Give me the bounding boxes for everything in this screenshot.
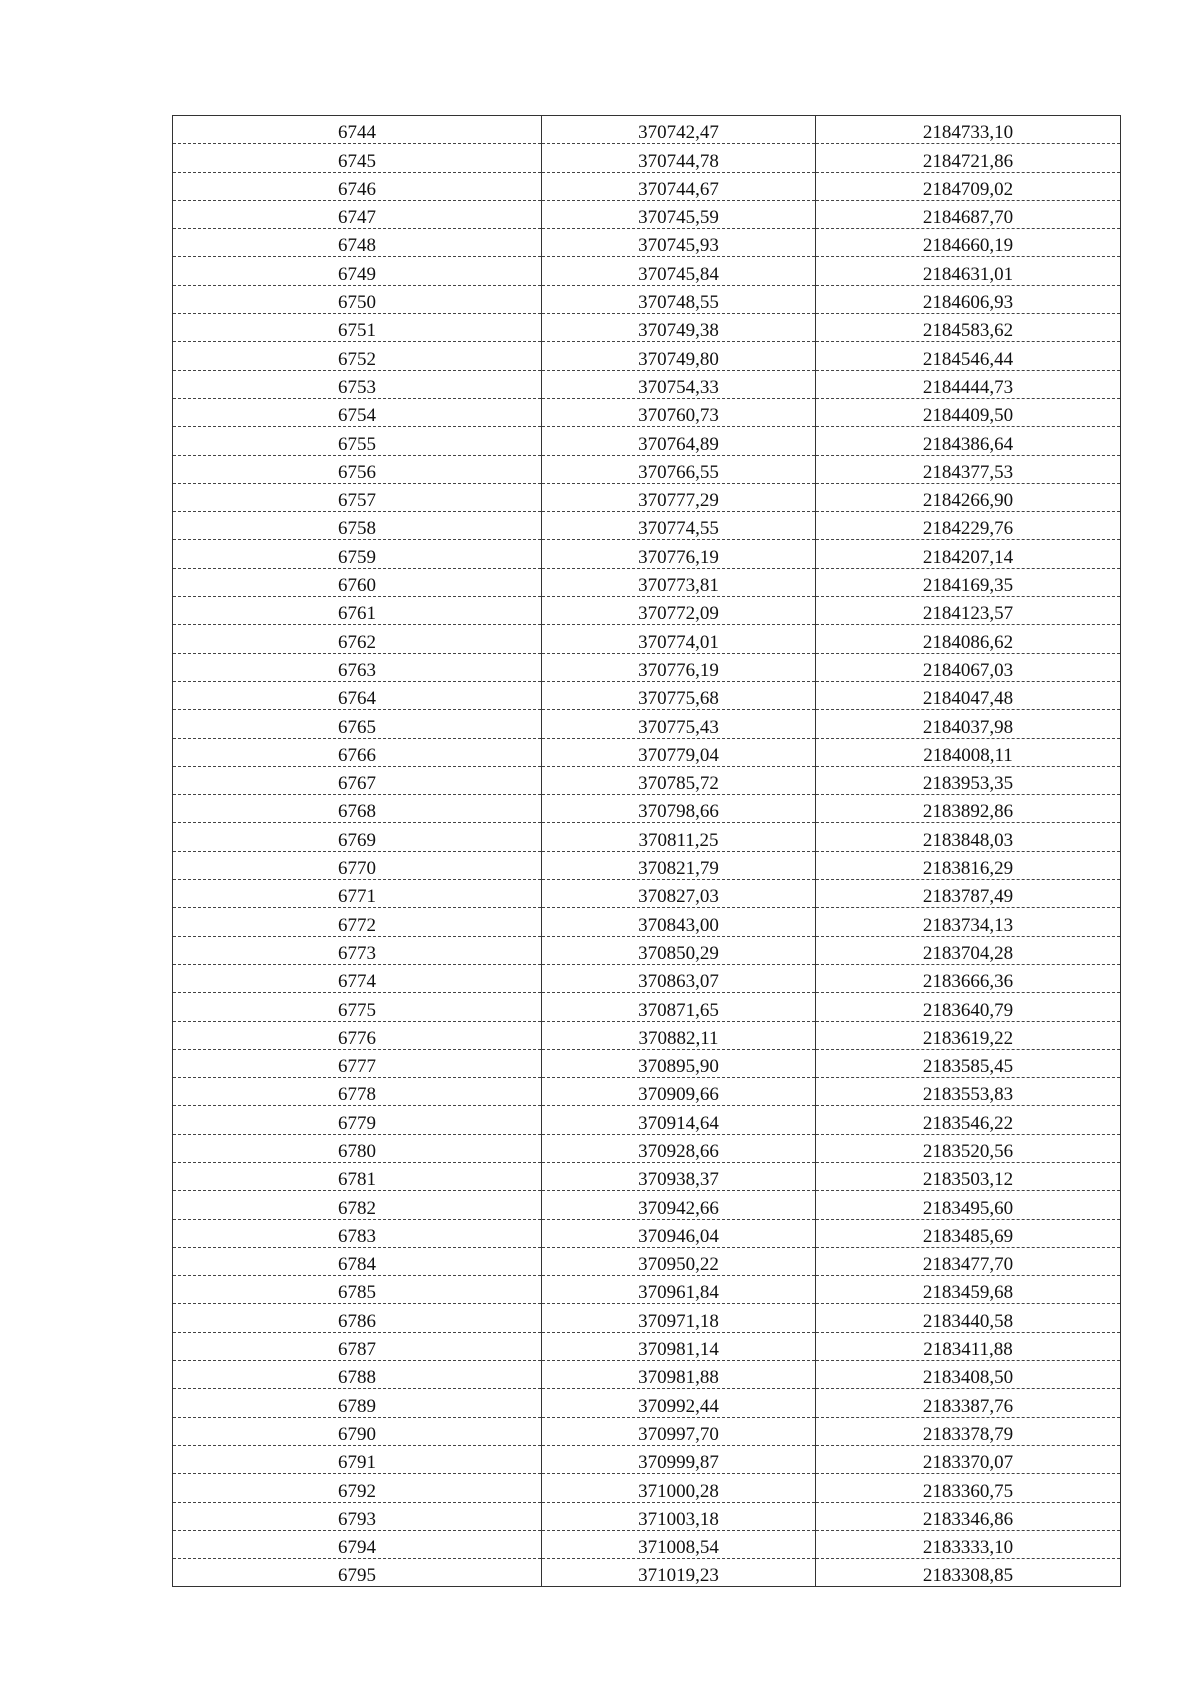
table-row bbox=[173, 483, 1121, 511]
coordinates-table bbox=[172, 115, 1121, 1587]
point-number-cell: 6791 bbox=[173, 1445, 542, 1473]
y-coordinate-cell: 2183408,50 bbox=[816, 1361, 1121, 1389]
y-coordinate-cell: 2184583,62 bbox=[816, 314, 1121, 342]
point-number-cell: 6765 bbox=[173, 710, 542, 738]
table-row bbox=[173, 710, 1121, 738]
table-row bbox=[173, 314, 1121, 342]
point-number-cell: 6758 bbox=[173, 512, 542, 540]
y-coordinate-cell: 2183553,83 bbox=[816, 1078, 1121, 1106]
x-coordinate-cell: 370745,84 bbox=[542, 257, 816, 285]
y-coordinate-cell: 2184386,64 bbox=[816, 427, 1121, 455]
point-number-cell: 6768 bbox=[173, 795, 542, 823]
point-number-cell: 6774 bbox=[173, 964, 542, 992]
y-coordinate-cell: 2184266,90 bbox=[816, 483, 1121, 511]
y-coordinate-cell: 2183387,76 bbox=[816, 1389, 1121, 1417]
x-coordinate-cell: 370774,55 bbox=[542, 512, 816, 540]
y-coordinate-cell: 2184377,53 bbox=[816, 455, 1121, 483]
point-number-cell: 6766 bbox=[173, 738, 542, 766]
point-number-cell: 6759 bbox=[173, 540, 542, 568]
point-number-cell: 6746 bbox=[173, 172, 542, 200]
table-row bbox=[173, 597, 1121, 625]
x-coordinate-cell: 370938,37 bbox=[542, 1162, 816, 1190]
y-coordinate-cell: 2183892,86 bbox=[816, 795, 1121, 823]
point-number-cell: 6788 bbox=[173, 1361, 542, 1389]
table-row bbox=[173, 285, 1121, 313]
table-row bbox=[173, 540, 1121, 568]
table-row bbox=[173, 964, 1121, 992]
table-row bbox=[173, 908, 1121, 936]
x-coordinate-cell: 370749,38 bbox=[542, 314, 816, 342]
point-number-cell: 6751 bbox=[173, 314, 542, 342]
x-coordinate-cell: 370749,80 bbox=[542, 342, 816, 370]
x-coordinate-cell: 370950,22 bbox=[542, 1247, 816, 1275]
coordinates-table-body bbox=[173, 116, 1121, 1587]
x-coordinate-cell: 370773,81 bbox=[542, 568, 816, 596]
y-coordinate-cell: 2184546,44 bbox=[816, 342, 1121, 370]
point-number-cell: 6749 bbox=[173, 257, 542, 285]
point-number-cell: 6752 bbox=[173, 342, 542, 370]
y-coordinate-cell: 2184047,48 bbox=[816, 681, 1121, 709]
table-row bbox=[173, 1332, 1121, 1360]
table-row bbox=[173, 455, 1121, 483]
table-row bbox=[173, 427, 1121, 455]
y-coordinate-cell: 2184721,86 bbox=[816, 144, 1121, 172]
table-row bbox=[173, 1078, 1121, 1106]
point-number-cell: 6764 bbox=[173, 681, 542, 709]
x-coordinate-cell: 370992,44 bbox=[542, 1389, 816, 1417]
x-coordinate-cell: 370961,84 bbox=[542, 1276, 816, 1304]
point-number-cell: 6744 bbox=[173, 116, 542, 144]
point-number-cell: 6778 bbox=[173, 1078, 542, 1106]
y-coordinate-cell: 2184229,76 bbox=[816, 512, 1121, 540]
point-number-cell: 6771 bbox=[173, 880, 542, 908]
x-coordinate-cell: 370744,67 bbox=[542, 172, 816, 200]
x-coordinate-cell: 370942,66 bbox=[542, 1191, 816, 1219]
table-row bbox=[173, 681, 1121, 709]
point-number-cell: 6750 bbox=[173, 285, 542, 313]
table-row bbox=[173, 172, 1121, 200]
y-coordinate-cell: 2183333,10 bbox=[816, 1530, 1121, 1558]
x-coordinate-cell: 370981,88 bbox=[542, 1361, 816, 1389]
x-coordinate-cell: 370785,72 bbox=[542, 766, 816, 794]
y-coordinate-cell: 2183953,35 bbox=[816, 766, 1121, 794]
x-coordinate-cell: 370909,66 bbox=[542, 1078, 816, 1106]
point-number-cell: 6763 bbox=[173, 653, 542, 681]
point-number-cell: 6747 bbox=[173, 200, 542, 228]
x-coordinate-cell: 371000,28 bbox=[542, 1474, 816, 1502]
table-row bbox=[173, 1247, 1121, 1275]
point-number-cell: 6760 bbox=[173, 568, 542, 596]
point-number-cell: 6794 bbox=[173, 1530, 542, 1558]
table-row bbox=[173, 880, 1121, 908]
table-row bbox=[173, 1219, 1121, 1247]
y-coordinate-cell: 2184660,19 bbox=[816, 229, 1121, 257]
table-row bbox=[173, 1474, 1121, 1502]
y-coordinate-cell: 2183787,49 bbox=[816, 880, 1121, 908]
table-row bbox=[173, 1389, 1121, 1417]
table-row bbox=[173, 1021, 1121, 1049]
y-coordinate-cell: 2183360,75 bbox=[816, 1474, 1121, 1502]
x-coordinate-cell: 370779,04 bbox=[542, 738, 816, 766]
y-coordinate-cell: 2184733,10 bbox=[816, 116, 1121, 144]
y-coordinate-cell: 2183411,88 bbox=[816, 1332, 1121, 1360]
x-coordinate-cell: 370776,19 bbox=[542, 653, 816, 681]
x-coordinate-cell: 370914,64 bbox=[542, 1106, 816, 1134]
x-coordinate-cell: 370821,79 bbox=[542, 851, 816, 879]
table-row bbox=[173, 1162, 1121, 1190]
y-coordinate-cell: 2184631,01 bbox=[816, 257, 1121, 285]
x-coordinate-cell: 370742,47 bbox=[542, 116, 816, 144]
x-coordinate-cell: 370760,73 bbox=[542, 398, 816, 426]
x-coordinate-cell: 370971,18 bbox=[542, 1304, 816, 1332]
table-row bbox=[173, 144, 1121, 172]
y-coordinate-cell: 2183640,79 bbox=[816, 993, 1121, 1021]
y-coordinate-cell: 2183308,85 bbox=[816, 1559, 1121, 1587]
x-coordinate-cell: 370766,55 bbox=[542, 455, 816, 483]
y-coordinate-cell: 2184067,03 bbox=[816, 653, 1121, 681]
x-coordinate-cell: 370827,03 bbox=[542, 880, 816, 908]
point-number-cell: 6792 bbox=[173, 1474, 542, 1502]
table-row bbox=[173, 625, 1121, 653]
x-coordinate-cell: 370928,66 bbox=[542, 1134, 816, 1162]
point-number-cell: 6789 bbox=[173, 1389, 542, 1417]
point-number-cell: 6755 bbox=[173, 427, 542, 455]
y-coordinate-cell: 2183378,79 bbox=[816, 1417, 1121, 1445]
y-coordinate-cell: 2184606,93 bbox=[816, 285, 1121, 313]
table-row bbox=[173, 1502, 1121, 1530]
table-row bbox=[173, 1134, 1121, 1162]
table-row bbox=[173, 398, 1121, 426]
x-coordinate-cell: 370754,33 bbox=[542, 370, 816, 398]
point-number-cell: 6785 bbox=[173, 1276, 542, 1304]
table-row bbox=[173, 1106, 1121, 1134]
x-coordinate-cell: 370850,29 bbox=[542, 936, 816, 964]
y-coordinate-cell: 2184037,98 bbox=[816, 710, 1121, 738]
point-number-cell: 6754 bbox=[173, 398, 542, 426]
point-number-cell: 6784 bbox=[173, 1247, 542, 1275]
x-coordinate-cell: 371019,23 bbox=[542, 1559, 816, 1587]
x-coordinate-cell: 370745,59 bbox=[542, 200, 816, 228]
table-row bbox=[173, 116, 1121, 144]
table-row bbox=[173, 1276, 1121, 1304]
y-coordinate-cell: 2184008,11 bbox=[816, 738, 1121, 766]
x-coordinate-cell: 370863,07 bbox=[542, 964, 816, 992]
x-coordinate-cell: 370745,93 bbox=[542, 229, 816, 257]
y-coordinate-cell: 2184086,62 bbox=[816, 625, 1121, 653]
point-number-cell: 6790 bbox=[173, 1417, 542, 1445]
table-row bbox=[173, 653, 1121, 681]
point-number-cell: 6775 bbox=[173, 993, 542, 1021]
point-number-cell: 6753 bbox=[173, 370, 542, 398]
x-coordinate-cell: 370871,65 bbox=[542, 993, 816, 1021]
point-number-cell: 6781 bbox=[173, 1162, 542, 1190]
y-coordinate-cell: 2183485,69 bbox=[816, 1219, 1121, 1247]
table-row bbox=[173, 1559, 1121, 1587]
table-row bbox=[173, 1361, 1121, 1389]
point-number-cell: 6770 bbox=[173, 851, 542, 879]
x-coordinate-cell: 371008,54 bbox=[542, 1530, 816, 1558]
point-number-cell: 6779 bbox=[173, 1106, 542, 1134]
table-row bbox=[173, 936, 1121, 964]
x-coordinate-cell: 370748,55 bbox=[542, 285, 816, 313]
x-coordinate-cell: 370744,78 bbox=[542, 144, 816, 172]
point-number-cell: 6782 bbox=[173, 1191, 542, 1219]
point-number-cell: 6786 bbox=[173, 1304, 542, 1332]
y-coordinate-cell: 2183848,03 bbox=[816, 823, 1121, 851]
point-number-cell: 6748 bbox=[173, 229, 542, 257]
point-number-cell: 6745 bbox=[173, 144, 542, 172]
x-coordinate-cell: 370775,43 bbox=[542, 710, 816, 738]
y-coordinate-cell: 2183546,22 bbox=[816, 1106, 1121, 1134]
x-coordinate-cell: 370772,09 bbox=[542, 597, 816, 625]
table-row bbox=[173, 1445, 1121, 1473]
point-number-cell: 6756 bbox=[173, 455, 542, 483]
table-row bbox=[173, 851, 1121, 879]
point-number-cell: 6776 bbox=[173, 1021, 542, 1049]
point-number-cell: 6780 bbox=[173, 1134, 542, 1162]
y-coordinate-cell: 2183734,13 bbox=[816, 908, 1121, 936]
point-number-cell: 6787 bbox=[173, 1332, 542, 1360]
y-coordinate-cell: 2184709,02 bbox=[816, 172, 1121, 200]
x-coordinate-cell: 370946,04 bbox=[542, 1219, 816, 1247]
table-row bbox=[173, 993, 1121, 1021]
point-number-cell: 6793 bbox=[173, 1502, 542, 1530]
x-coordinate-cell: 370811,25 bbox=[542, 823, 816, 851]
y-coordinate-cell: 2184207,14 bbox=[816, 540, 1121, 568]
table-row bbox=[173, 1530, 1121, 1558]
point-number-cell: 6795 bbox=[173, 1559, 542, 1587]
table-row bbox=[173, 1191, 1121, 1219]
y-coordinate-cell: 2183495,60 bbox=[816, 1191, 1121, 1219]
table-row bbox=[173, 342, 1121, 370]
table-row bbox=[173, 370, 1121, 398]
y-coordinate-cell: 2183704,28 bbox=[816, 936, 1121, 964]
x-coordinate-cell: 370774,01 bbox=[542, 625, 816, 653]
y-coordinate-cell: 2184409,50 bbox=[816, 398, 1121, 426]
table-row bbox=[173, 1417, 1121, 1445]
table-row bbox=[173, 1304, 1121, 1332]
x-coordinate-cell: 370775,68 bbox=[542, 681, 816, 709]
x-coordinate-cell: 370776,19 bbox=[542, 540, 816, 568]
x-coordinate-cell: 370997,70 bbox=[542, 1417, 816, 1445]
y-coordinate-cell: 2183477,70 bbox=[816, 1247, 1121, 1275]
table-row bbox=[173, 512, 1121, 540]
point-number-cell: 6761 bbox=[173, 597, 542, 625]
y-coordinate-cell: 2183619,22 bbox=[816, 1021, 1121, 1049]
point-number-cell: 6772 bbox=[173, 908, 542, 936]
x-coordinate-cell: 371003,18 bbox=[542, 1502, 816, 1530]
x-coordinate-cell: 370798,66 bbox=[542, 795, 816, 823]
table-row bbox=[173, 257, 1121, 285]
table-row bbox=[173, 568, 1121, 596]
x-coordinate-cell: 370777,29 bbox=[542, 483, 816, 511]
table-row bbox=[173, 200, 1121, 228]
table-row bbox=[173, 795, 1121, 823]
point-number-cell: 6777 bbox=[173, 1049, 542, 1077]
y-coordinate-cell: 2183816,29 bbox=[816, 851, 1121, 879]
y-coordinate-cell: 2183666,36 bbox=[816, 964, 1121, 992]
table-row bbox=[173, 1049, 1121, 1077]
y-coordinate-cell: 2183503,12 bbox=[816, 1162, 1121, 1190]
point-number-cell: 6769 bbox=[173, 823, 542, 851]
table-row bbox=[173, 766, 1121, 794]
x-coordinate-cell: 370981,14 bbox=[542, 1332, 816, 1360]
x-coordinate-cell: 370895,90 bbox=[542, 1049, 816, 1077]
x-coordinate-cell: 370882,11 bbox=[542, 1021, 816, 1049]
table-row bbox=[173, 229, 1121, 257]
x-coordinate-cell: 370764,89 bbox=[542, 427, 816, 455]
x-coordinate-cell: 370843,00 bbox=[542, 908, 816, 936]
point-number-cell: 6767 bbox=[173, 766, 542, 794]
point-number-cell: 6773 bbox=[173, 936, 542, 964]
point-number-cell: 6783 bbox=[173, 1219, 542, 1247]
y-coordinate-cell: 2183346,86 bbox=[816, 1502, 1121, 1530]
y-coordinate-cell: 2184169,35 bbox=[816, 568, 1121, 596]
y-coordinate-cell: 2184687,70 bbox=[816, 200, 1121, 228]
point-number-cell: 6762 bbox=[173, 625, 542, 653]
y-coordinate-cell: 2183440,58 bbox=[816, 1304, 1121, 1332]
y-coordinate-cell: 2184123,57 bbox=[816, 597, 1121, 625]
point-number-cell: 6757 bbox=[173, 483, 542, 511]
y-coordinate-cell: 2183370,07 bbox=[816, 1445, 1121, 1473]
x-coordinate-cell: 370999,87 bbox=[542, 1445, 816, 1473]
y-coordinate-cell: 2183585,45 bbox=[816, 1049, 1121, 1077]
table-row bbox=[173, 823, 1121, 851]
y-coordinate-cell: 2184444,73 bbox=[816, 370, 1121, 398]
y-coordinate-cell: 2183459,68 bbox=[816, 1276, 1121, 1304]
y-coordinate-cell: 2183520,56 bbox=[816, 1134, 1121, 1162]
table-row bbox=[173, 738, 1121, 766]
